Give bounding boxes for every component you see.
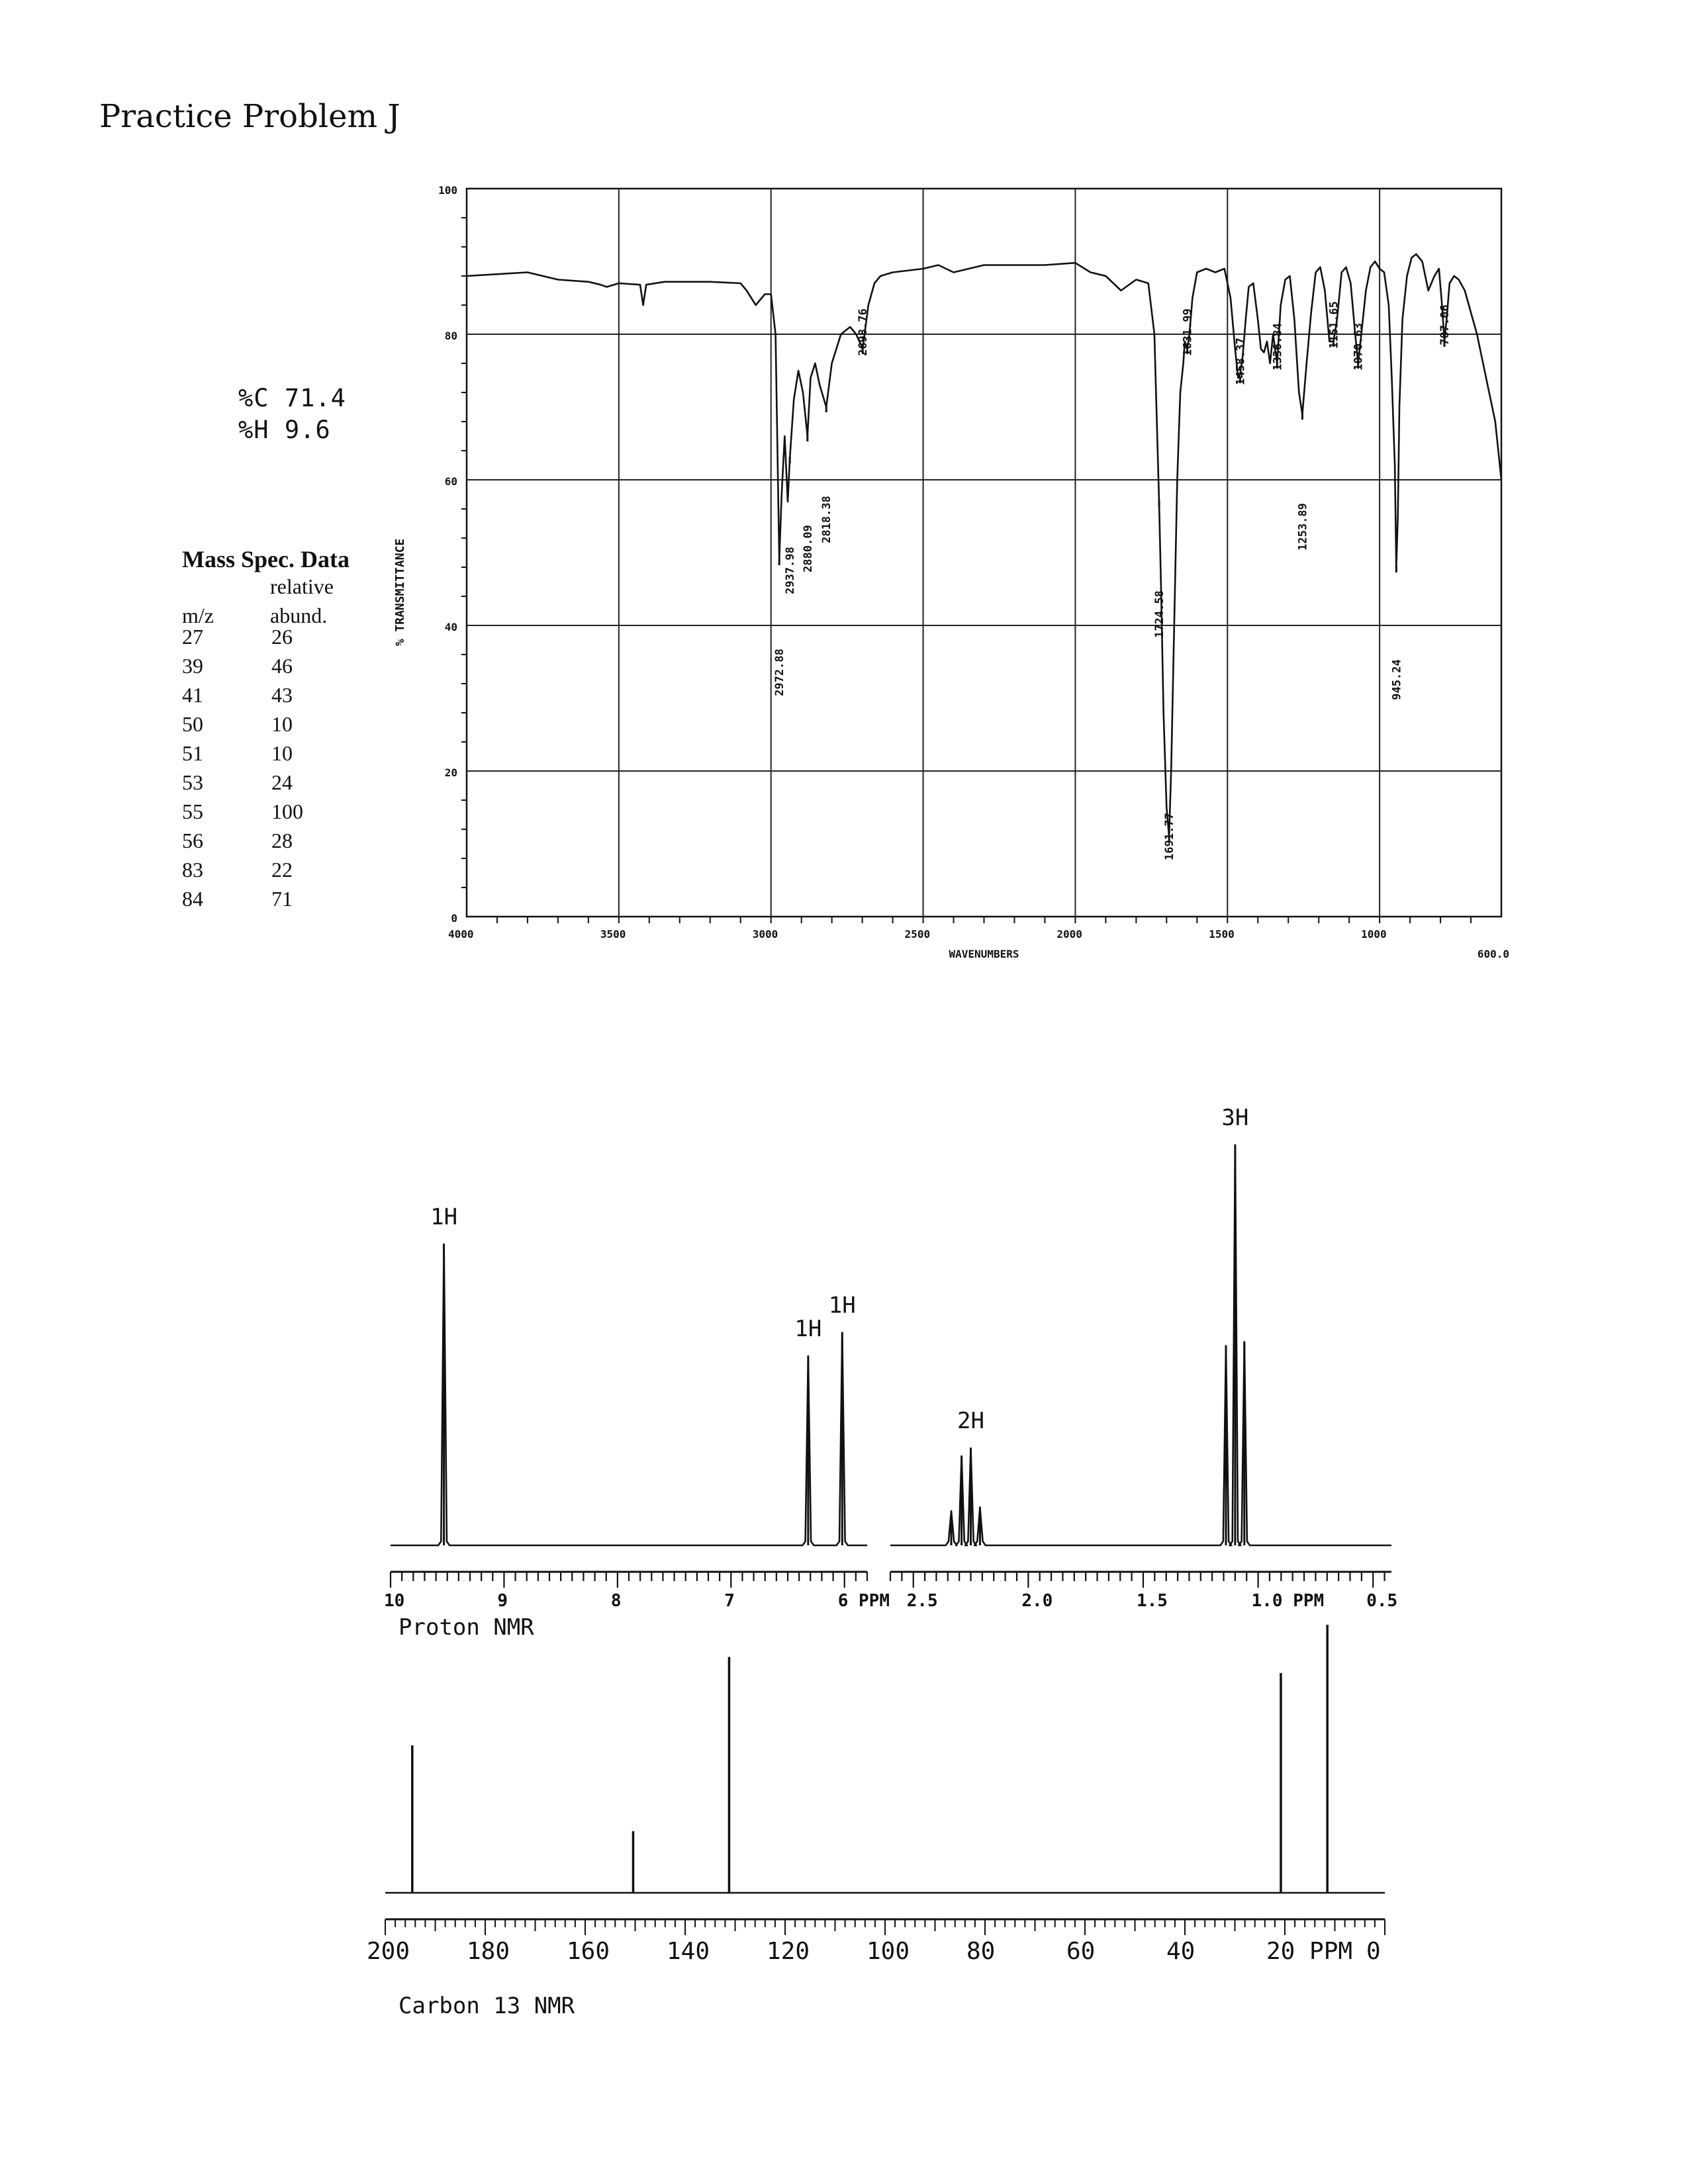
mz-cell: 53 xyxy=(182,770,203,794)
carbon-nmr-tick-label: 80 xyxy=(966,1938,996,1965)
ir-peak-label: 2937.98 xyxy=(784,547,798,594)
carbon-nmr-label: Carbon 13 NMR xyxy=(399,1993,575,2019)
ir-x-tick-label: 1500 xyxy=(1209,928,1235,940)
mass-spec-col-abund-line2: abund. xyxy=(270,604,328,627)
ir-peak-label: 945.24 xyxy=(1390,659,1404,700)
proton-nmr-trace-left xyxy=(391,1244,867,1545)
abundance-cell: 24 xyxy=(271,770,293,794)
ir-peak-label: 1253.89 xyxy=(1296,503,1310,551)
ir-peak-label: 2880.09 xyxy=(801,525,815,572)
proton-nmr-tick-label: 0.5 xyxy=(1366,1591,1398,1611)
ir-y-tick-label: 80 xyxy=(444,330,457,342)
ir-x-tick-label: 3500 xyxy=(600,928,626,940)
proton-nmr-tick-label: 9 xyxy=(497,1591,508,1611)
mz-cell: 39 xyxy=(182,653,203,678)
ir-peak-label: 2972.88 xyxy=(773,649,787,696)
proton-nmr-label: Proton NMR xyxy=(399,1614,534,1641)
proton-nmr-integration: 2H xyxy=(957,1408,985,1435)
ir-peak-label: 1336.84 xyxy=(1271,323,1285,371)
ir-peak-label: 787.06 xyxy=(1438,304,1452,345)
ir-spectrum xyxy=(393,184,1509,960)
proton-nmr-trace-right xyxy=(890,1145,1391,1545)
mass-spec-title: Mass Spec. Data xyxy=(182,546,350,572)
abundance-cell: 71 xyxy=(271,886,293,911)
ir-x-tick-label: 1000 xyxy=(1361,928,1387,940)
ir-y-tick-label: 100 xyxy=(438,184,457,197)
carbon-nmr-tick-label: 20 PPM xyxy=(1266,1938,1353,1965)
proton-nmr-tick-label: 7 xyxy=(724,1591,735,1611)
carbon-nmr-tick-label: 140 xyxy=(667,1938,710,1965)
ir-plot-frame xyxy=(467,189,1501,917)
proton-nmr-tick-label: 2.5 xyxy=(906,1591,938,1611)
abundance-cell: 22 xyxy=(271,857,293,882)
ir-peak-label: 2818.38 xyxy=(820,496,834,543)
ir-x-axis-label: WAVENUMBERS xyxy=(949,948,1019,960)
percent-hydrogen: %H 9.6 xyxy=(238,416,331,444)
ir-peak-label: 1724.58 xyxy=(1153,590,1167,638)
proton-nmr-tick-label: 8 xyxy=(610,1591,622,1611)
carbon-nmr-tick-label: 180 xyxy=(467,1938,510,1965)
ir-x-tick-label: 3000 xyxy=(752,928,778,940)
abundance-cell: 100 xyxy=(271,799,303,823)
carbon-nmr-tick-label: 60 xyxy=(1066,1938,1096,1965)
ir-peak-label: 2698.76 xyxy=(857,308,870,356)
carbon-nmr-tick-label: 0 xyxy=(1366,1938,1381,1965)
mz-cell: 56 xyxy=(182,828,203,852)
carbon-nmr-tick-label: 120 xyxy=(767,1938,810,1965)
proton-nmr-tick-label: 1.0 PPM xyxy=(1251,1591,1325,1611)
carbon-nmr-tick-label: 160 xyxy=(567,1938,610,1965)
ir-x-end-label: 600.0 xyxy=(1477,948,1509,960)
ir-spectrum-line xyxy=(467,254,1501,837)
carbon-nmr-tick-label: 200 xyxy=(367,1938,410,1965)
mz-cell: 51 xyxy=(182,741,203,765)
ir-x-tick-label: 2000 xyxy=(1056,928,1082,940)
percent-carbon: %C 71.4 xyxy=(238,384,346,412)
abundance-cell: 26 xyxy=(271,624,293,649)
ir-y-tick-label: 20 xyxy=(444,766,457,779)
mz-cell: 55 xyxy=(182,799,203,823)
ir-y-tick-label: 0 xyxy=(451,912,457,925)
proton-nmr-integration: 1H xyxy=(430,1204,458,1230)
mz-cell: 83 xyxy=(182,857,203,882)
ir-x-tick-label: 4000 xyxy=(448,928,474,940)
ir-peak-label: 1070.63 xyxy=(1352,323,1366,371)
ir-peak-label: 1458.37 xyxy=(1234,338,1248,385)
abundance-cell: 10 xyxy=(271,711,293,736)
carbon-nmr-tick-label: 100 xyxy=(867,1938,910,1965)
abundance-cell: 46 xyxy=(271,653,293,678)
ir-y-tick-label: 40 xyxy=(444,621,457,633)
abundance-cell: 28 xyxy=(271,828,293,852)
mz-cell: 84 xyxy=(182,886,203,911)
abundance-cell: 10 xyxy=(271,741,293,765)
proton-nmr-tick-label: 1.5 xyxy=(1136,1591,1168,1611)
proton-nmr-spectrum xyxy=(384,1105,1397,1641)
proton-nmr-tick-label: 2.0 xyxy=(1021,1591,1053,1611)
abundance-cell: 43 xyxy=(271,682,293,707)
carbon-nmr-spectrum xyxy=(367,1625,1385,2019)
mz-cell: 50 xyxy=(182,711,203,736)
mass-spec-col-mz: m/z xyxy=(182,604,214,627)
carbon-nmr-tick-label: 40 xyxy=(1166,1938,1196,1965)
proton-nmr-tick-label: 10 xyxy=(384,1591,405,1611)
ir-peak-label: 1631.99 xyxy=(1181,308,1195,356)
ir-x-tick-label: 2500 xyxy=(904,928,931,940)
proton-nmr-integration: 1H xyxy=(828,1292,856,1319)
proton-nmr-integration: 3H xyxy=(1221,1105,1249,1131)
page-title: Practice Problem J xyxy=(99,98,400,135)
mz-cell: 41 xyxy=(182,682,203,707)
ir-peak-label: 1691.77 xyxy=(1163,813,1177,860)
ir-y-axis-label: % TRANSMITTANCE xyxy=(393,538,407,647)
mass-spec-col-abund-line1: relative xyxy=(270,574,334,598)
ir-peak-label: 1151.65 xyxy=(1327,301,1341,349)
ir-y-tick-label: 60 xyxy=(444,475,457,488)
mz-cell: 27 xyxy=(182,624,203,649)
proton-nmr-tick-label: 6 PPM xyxy=(837,1591,890,1611)
proton-nmr-integration: 1H xyxy=(794,1316,822,1343)
